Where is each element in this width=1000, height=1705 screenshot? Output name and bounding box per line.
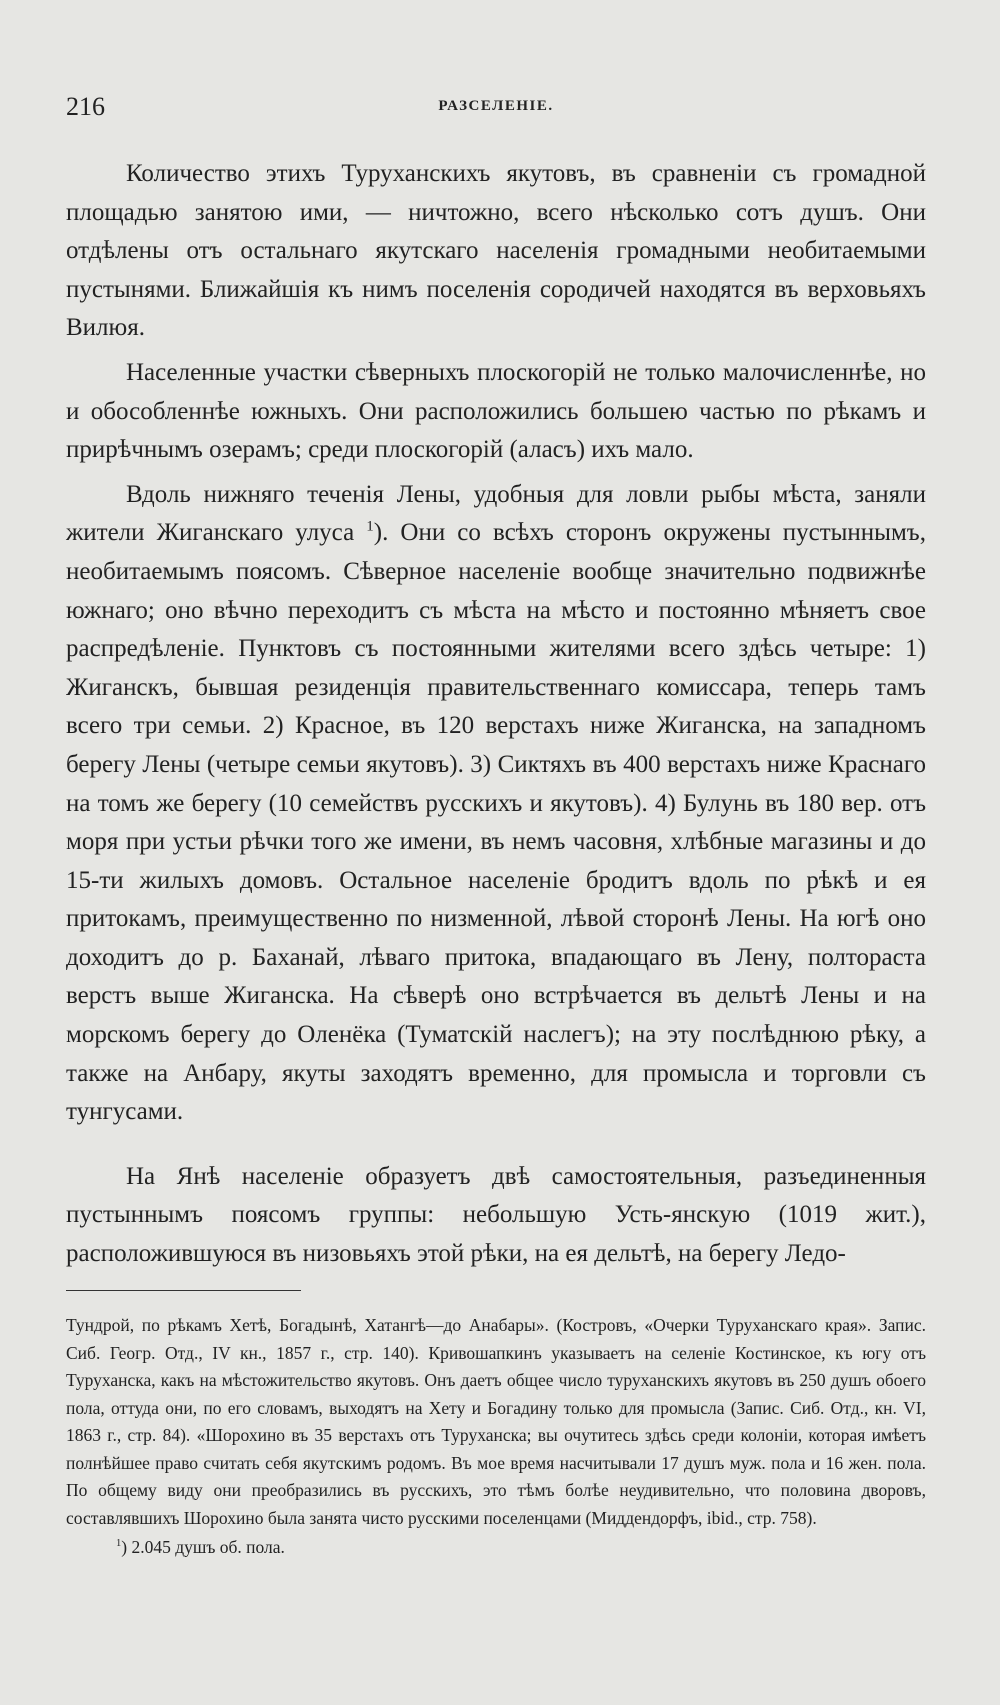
paragraph-4: На Янѣ населеніе образуетъ двѣ самостоятельныя, разъединенныя пустыннымъ поясомъ группы: небольшую Усть-янскую (1019 жит.), расположившуюся въ низовьяхъ этой рѣки, на ея дельтѣ, на берегу Ледо- <box>66 1162 926 1268</box>
paragraph-3-rest: ). Они со всѣхъ сторонъ окружены пустыннымъ, необитаемымъ поясомъ. Сѣверное населеніе вообще значительно подвижнѣе южнаго; оно вѣчно переходитъ съ мѣста на мѣсто и постоянно мѣняетъ свое распредѣленіе. Пунктовъ съ постоянными жителями всего здѣсь четыре: 1) Жиганскъ, бывшая резиденція правительственнаго комиссара, теперь тамъ всего три семьи. 2) Красное, въ 120 верстахъ ниже Жиганска, на западномъ берегу Лены (четыре семьи якутовъ). 3) Сиктяхъ въ 400 верстахъ ниже Краснаго на томъ же берегу (10 семействъ русскихъ и якутовъ). 4) Булунь въ 180 вер. отъ моря при устьи рѣчки того же имени, въ немъ часовня, хлѣбные магазины и до 15-ти жилыхъ домовъ. Остальное населеніе бродитъ вдоль по рѣкѣ и ея притокамъ, преимущественно по низменной, лѣвой сторонѣ Лены. На югѣ оно доходитъ до р. Баханай, лѣваго притока, впадающаго въ Лену, полтораста верстъ выше Жиганска. На сѣверѣ оно встрѣчается въ дельтѣ Лены и на морскомъ берегу до Оленёка (Туматскій наслегъ); на эту послѣднюю рѣку, а также на Анбару, якуты заходятъ временно, для промысла и торговли съ тунгусами. <box>66 519 926 1126</box>
page-number: 216 <box>66 92 105 121</box>
paragraph-3-start: Вдоль нижняго теченія Лены, удобныя для ловли рыбы мѣста, заняли жители Жиганскаго улуса <box>66 480 926 547</box>
paragraph-2: Населенные участки сѣверныхъ плоскогорій не только малочисленнѣе, но и обособленнѣе южныхъ. Они расположились большею частью по рѣкамъ и прирѣчнымъ озерамъ; среди плоскогорій (аласъ) ихъ мало. <box>66 358 926 464</box>
body-text <box>66 155 926 1288</box>
running-title: РАЗСЕЛЕНІЕ. <box>438 98 554 114</box>
running-head <box>66 92 926 126</box>
footnote-1 <box>66 1534 926 1562</box>
footnote-rule <box>66 1290 301 1291</box>
footnote-continued: Тундрой, по рѣкамъ Хетѣ, Богадынѣ, Хатангѣ—до Анабары». (Костровъ, «Очерки Туруханскаго края». Запис. Сиб. Геогр. Отд., IV кн., 1857 г., стр. 140). Кривошапкинъ указываетъ на селеніе Костинское, къ югу отъ Туруханска, какъ на мѣстожительство якутовъ. Онъ даетъ общее число туруханскихъ якутовъ въ 250 душъ обоего пола, оттуда они, по его словамъ, выходятъ на Хету и Богадину только для промысла (Запис. Сиб. Отд., кн. VI, 1863 г., стр. 84). «Шорохино въ 35 верстахъ отъ Туруханска; вы очутитесь здѣсь среди колоніи, которая имѣетъ полнѣйшее право считать себя якутскимъ родомъ. Въ мое время насчитывали 17 душъ муж. пола и 16 жен. пола. По общему виду они преобразились въ русскихъ, это тѣмъ болѣе неудивительно, что половина дворовъ, составлявшихъ Шорохино была занята чисто русскими поселенцами (Миддендорфъ, ibid., стр. 758). <box>66 1315 926 1528</box>
footnote-1-mark: 1 <box>116 1538 122 1550</box>
paragraph-1: Количество этихъ Туруханскихъ якутовъ, въ сравненіи съ громадной площадью занятою ими, — ничтожно, всего нѣсколько сотъ душъ. Они отдѣлены отъ остальнаго якутскаго населенія громадными необитаемыми пустынями. Ближайшія къ нимъ поселенія сородичей находятся въ верховьяхъ Вилюя. <box>66 160 926 342</box>
footnote-reference-1: 1 <box>366 519 374 536</box>
paragraph-3 <box>66 476 926 1132</box>
footnote-1-text: ) 2.045 душъ об. пола. <box>121 1537 285 1557</box>
footnotes <box>66 1312 926 1562</box>
